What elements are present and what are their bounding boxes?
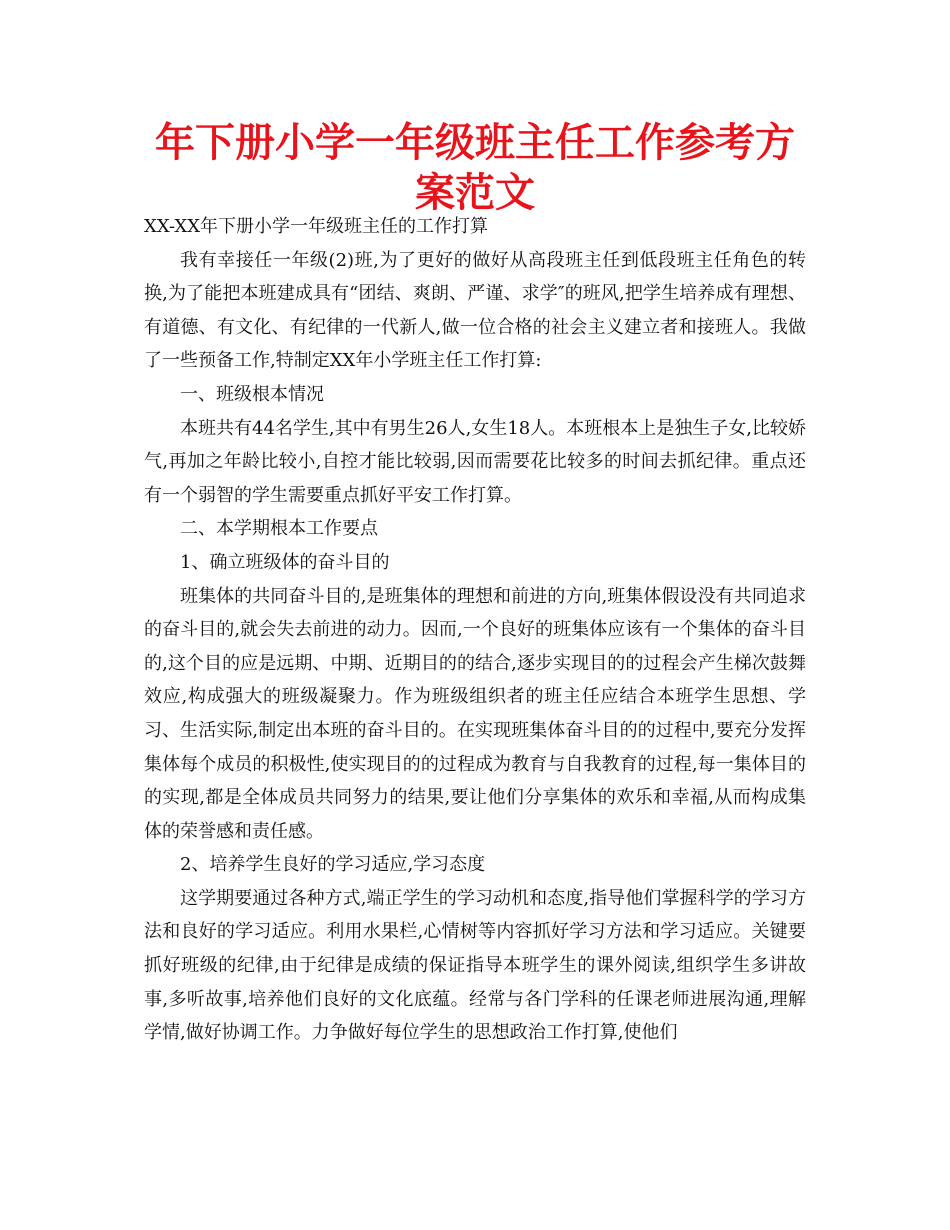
section-heading-work-points: 二、本学期根本工作要点 (180, 518, 378, 540)
paragraph-habits: 这学期要通过各种方式,端正学生的学习动机和态度,指导他们掌握科学的学习方法和良好的学习适应。利用水果栏,心情树等内容抓好学习方法和学习适应。关键要抓好班级的纪律,由于纪律是成绩的保证指导本班学生的课外阅读,组织学生多讲故事,多听故事,培养他们良好的文化底蕴。经常与各门学科的任课老师进展沟通,理解学情,做好协调工作。力争做好每位学生的思想政治工作打算,使他们 (144, 887, 806, 1044)
paragraph-subtitle: XX-XX年下册小学一年级班主任的工作打算 (144, 216, 489, 237)
document-title: 年下册小学一年级班主任工作参考方案范文 (155, 120, 795, 216)
document-body (144, 210, 806, 1050)
paragraph-goals: 班集体的共同奋斗目的,是班集体的理想和前进的方向,班集体假设没有共同追求的奋斗目的,就会失去前进的动力。因而,一个良好的班集体应该有一个集体的奋斗目的,这个目的应是远期、中期、近期目的的结合,逐步实现目的的过程会产生梯次鼓舞效应,构成强大的班级凝聚力。作为班级组织者的班主任应结合本班学生思想、学习、生活实际,制定出本班的奋斗目的。在实现班集体奋斗目的的过程中,要充分发挥集体每个成员的积极性,使实现目的的过程成为教育与自我教育的过程,每一集体目的的实现,都是全体成员共同努力的结果,要让他们分享集体的欢乐和幸福,从而构成集体的荣誉感和责任感。 (144, 585, 806, 842)
paragraph-intro: 我有幸接任一年级(2)班,为了更好的做好从高段班主任到低段班主任角色的转换,为了能把本班建成具有“团结、爽朗、严谨、求学″的班风,把学生培养成有理想、有道德、有文化、有纪律的一代新人,做一位合格的社会主义建立者和接班人。我做了一些预备工作,特制定XX年小学班主任工作打算: (144, 249, 806, 372)
subheading-habits: 2、培养学生良好的学习适应,学习态度 (180, 854, 486, 876)
section-heading-class-situation: 一、班级根本情况 (180, 383, 324, 405)
paragraph-class-situation: 本班共有44名学生,其中有男生26人,女生18人。本班根本上是独生子女,比较娇气,再加之年龄比较小,自控才能比较弱,因而需要花比较多的时间去抓纪律。重点还有一个弱智的学生需要重点抓好平安工作打算。 (144, 417, 806, 506)
subheading-goals: 1、确立班级体的奋斗目的 (180, 551, 390, 573)
